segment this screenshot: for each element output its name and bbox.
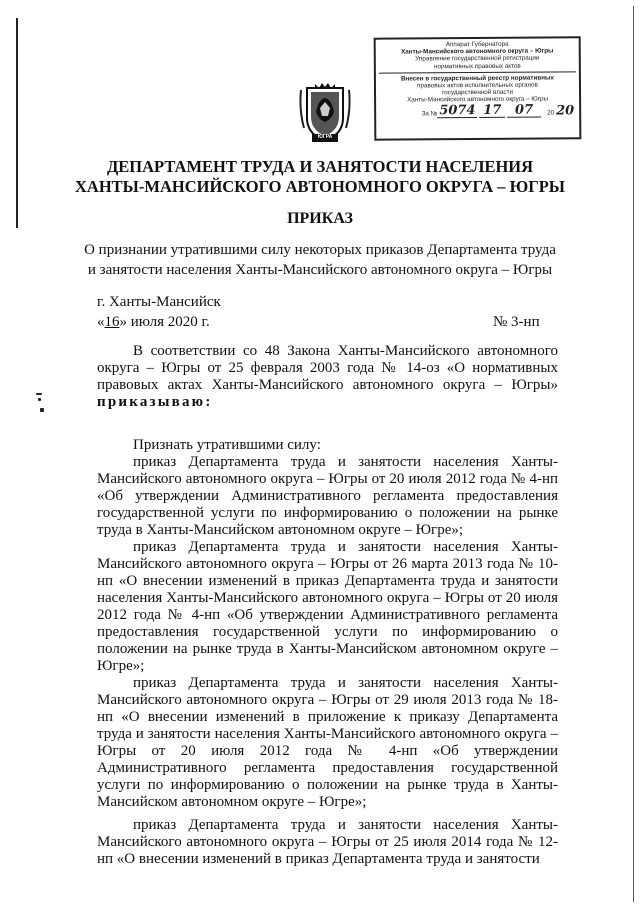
intro-paragraph: Признать утратившими силу: [133, 437, 321, 453]
order-subject [60, 240, 580, 280]
preamble-paragraph [97, 343, 558, 411]
order-number: № 3-нп [493, 314, 540, 330]
department-title-line2: ХАНТЫ-МАНСИЙСКОГО АВТОНОМНОГО ОКРУГА – ЮГРЫ [75, 177, 565, 196]
stamp-reg-prefix: За № [421, 110, 438, 118]
repealed-item: приказ Департамента труда и занятости населения Ханты-Мансийского автономного округа – Югры от 20 июля 2012 года № 4-нп «Об утверждении Административного регламента предоставления государственной услуги по информированию о положении на рынке труда в Ханты-Мансийском автономном округе – Югре»; [97, 454, 558, 538]
stamp-line: Ханты-Мансийского автономного округа – Югры [407, 95, 549, 104]
scan-speck [38, 398, 41, 401]
issue-place: г. Ханты-Мансийск [97, 294, 221, 310]
scan-speck [40, 408, 44, 412]
stamp-line: Ханты-Мансийского автономного округа – Югры [401, 47, 554, 56]
date-day: 16 [104, 314, 120, 330]
order-word: приказываю: [97, 394, 213, 410]
date-open: « [97, 314, 105, 330]
stamp-reg-year: 20 [556, 102, 575, 119]
stamp-line: правовых актов исполнительных органов [417, 81, 538, 90]
stamp-divider [379, 71, 576, 73]
stamp-line: Аппарат Губернатора [445, 40, 509, 49]
stamp-reg-year-prefix: 20 [547, 109, 555, 117]
stamp-line: Управление государственной регистрации [415, 54, 540, 63]
order-body [97, 343, 558, 868]
subject-line2: и занятости населения Ханты-Мансийского автономного округа – Югры [87, 262, 553, 278]
stamp-line: нормативных правовых актов [433, 62, 521, 70]
registration-stamp [374, 36, 582, 140]
department-title-line1: ДЕПАРТАМЕНТ ТРУДА И ЗАНЯТОСТИ НАСЕЛЕНИЯ [106, 157, 534, 176]
date-rest: » июля 2020 г. [119, 314, 210, 330]
stamp-line: Внесен в государственный реестр нормативных [400, 74, 554, 83]
scan-speck [36, 393, 42, 395]
stamp-line: государственной власти [442, 88, 513, 97]
scan-edge-right [633, 6, 634, 902]
subject-line1: О признании утратившими силу некоторых приказов Департамента труда [84, 242, 556, 258]
document-type: ПРИКАЗ [287, 210, 353, 227]
issue-date [97, 312, 210, 332]
repealed-item: приказ Департамента труда и занятости населения Ханты-Мансийского автономного округа – Югры от 26 марта 2013 года № 10-нп «О внесении изменений в приказ Департамента труда и занятости населения Ханты-Мансийского автономного округа – Югры от 20 июля 2012 года № 4-нп «Об утверждении Административного регламента предоставления государственной услуги по информированию о положении на рынке труда в Ханты-Мансийском автономном округе – Югре»; [97, 539, 558, 674]
preamble-text: В соответствии со 48 Закона Ханты-Мансийского автономного округа – Югры от 25 февраля 2003 года № 14-оз «О нормативных правовых актах Ханты-Мансийского автономного округа – Югры» [97, 343, 558, 393]
stamp-registration-line [379, 104, 576, 118]
repealed-item: приказ Департамента труда и занятости населения Ханты-Мансийского автономного округа – Югры от 25 июля 2014 года № 12-нп «О внесении изменений в приказ Департамента труда и занятости [97, 817, 558, 867]
repealed-item: приказ Департамента труда и занятости населения Ханты-Мансийского автономного округа – Югры от 29 июля 2013 года № 18-нп «О внесении изменений в приложение к приказу Департамента труда и занятости населения Ханты-Мансийского автономного округа – Югры от 20 июля 2012 года № 4-нп «Об утверждении Административного регламента предоставления государственной услуги по информированию о положении на рынке труда в Ханты-Мансийском автономном округе – Югре»; [97, 675, 558, 810]
stamp-reg-month: 07 [507, 104, 541, 117]
emblem-label: ЮГРА [317, 134, 333, 140]
stamp-reg-number: 5074 [439, 102, 476, 118]
stamp-reg-day: 17 [479, 104, 505, 117]
